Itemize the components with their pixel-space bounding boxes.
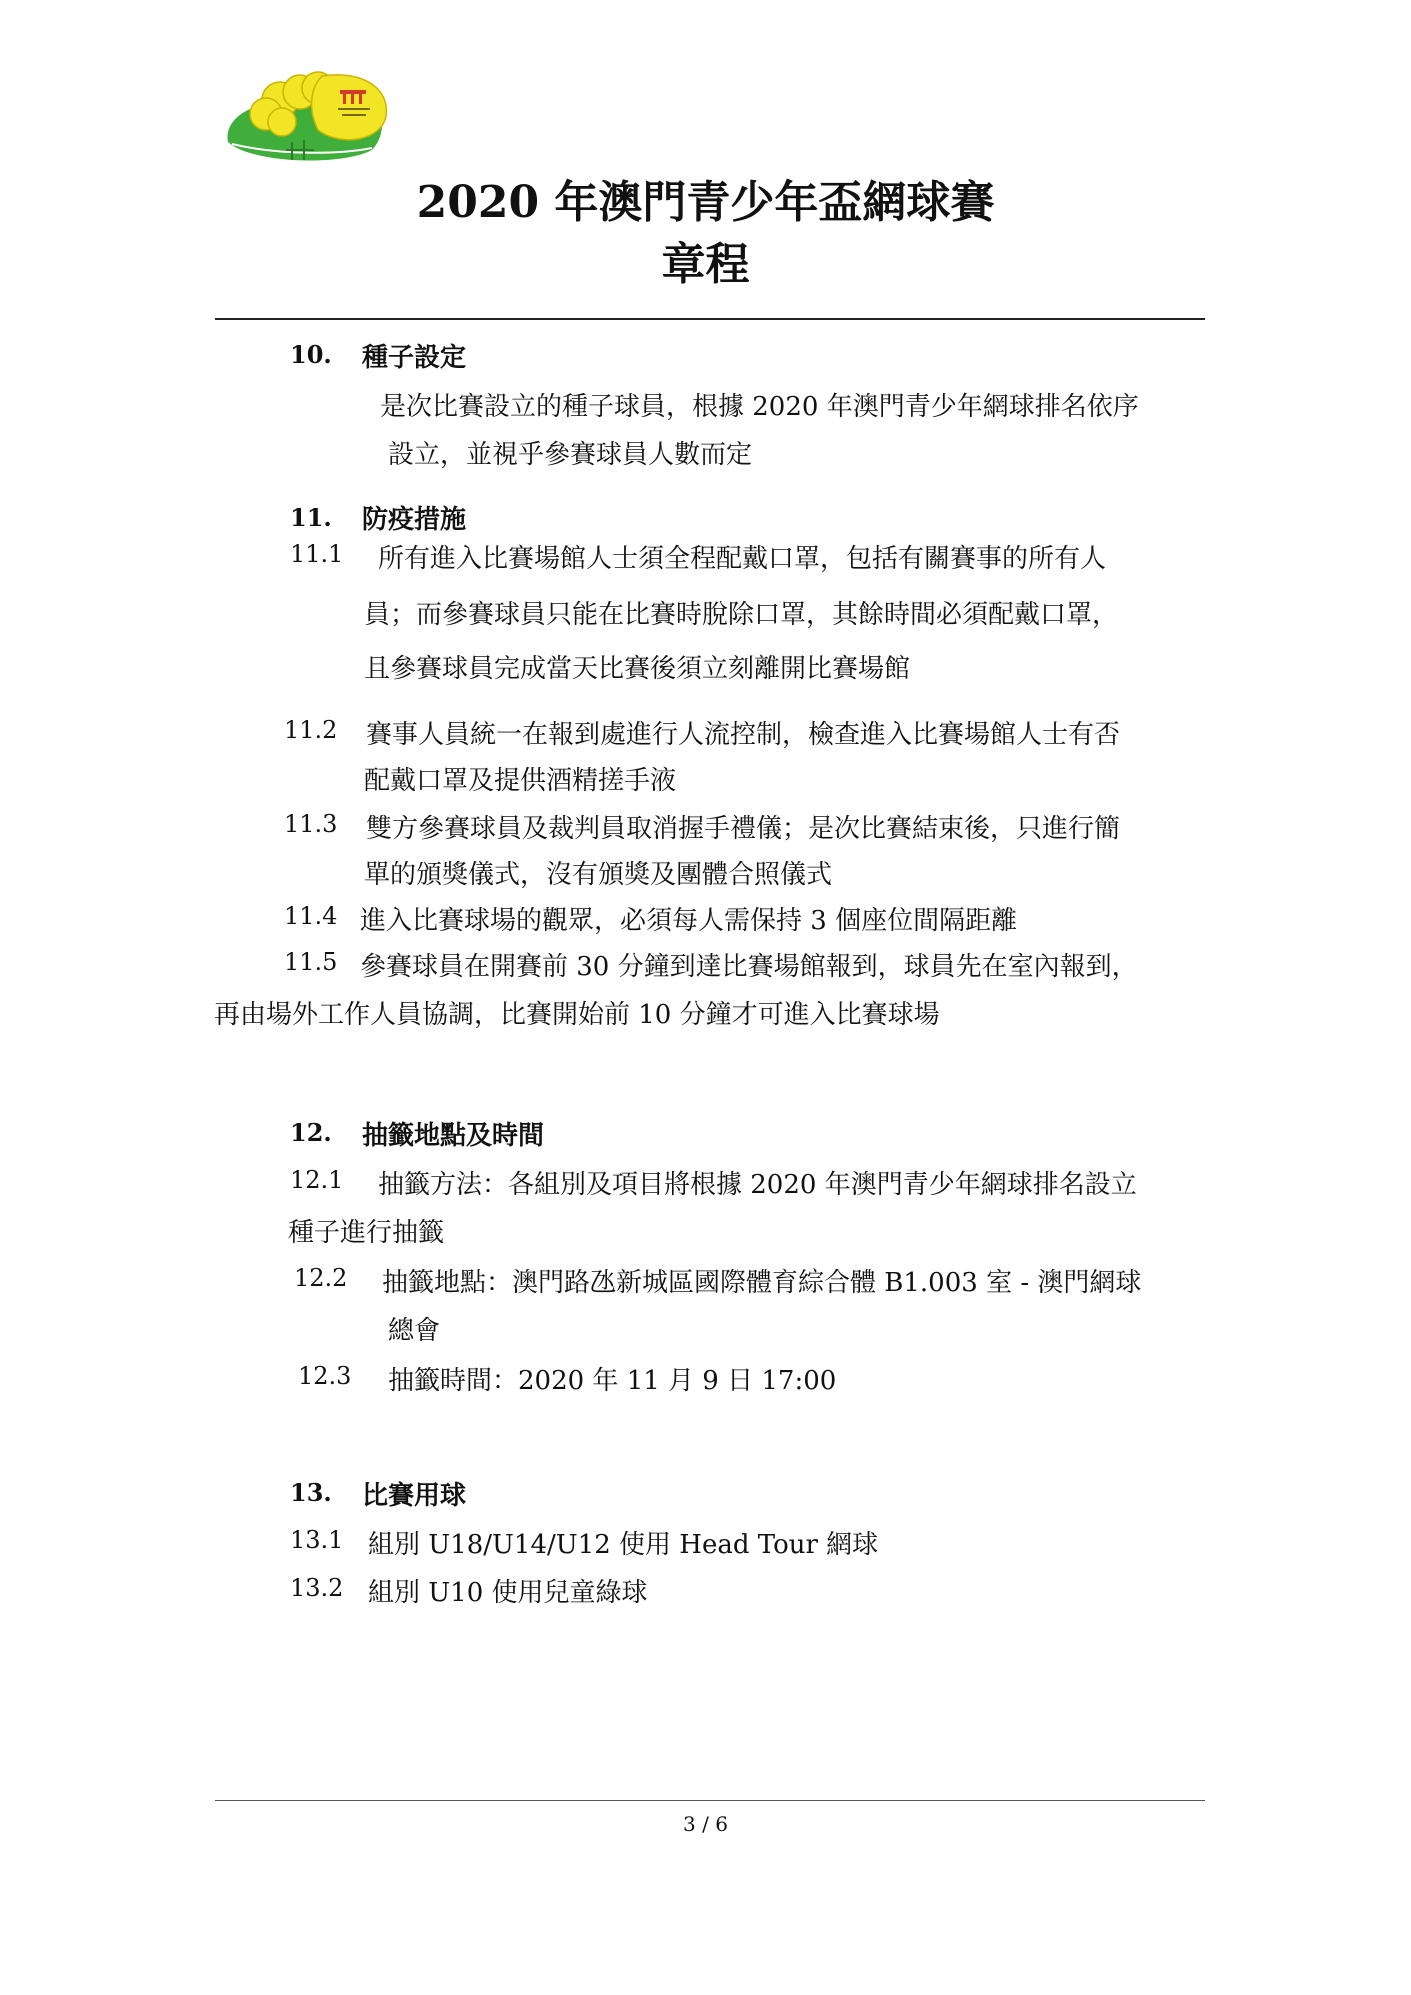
- item-11-1-text-line: 員；而參賽球員只能在比賽時脫除口罩，其餘時間必須配戴口罩，: [364, 600, 1119, 630]
- item-11-5-text-line: 參賽球員在開賽前 30 分鐘到達比賽場館報到，球員先在室內報到，: [360, 952, 1138, 982]
- item-13-2-number: 13.2: [290, 1574, 344, 1602]
- document-subtitle: 章程: [661, 239, 750, 290]
- item-11-5-text-line: 再由場外工作人員協調，比賽開始前 10 分鐘才可進入比賽球場: [214, 1000, 940, 1030]
- association-logo-icon: [222, 64, 392, 164]
- item-12-2-text-line: 抽籤地點：澳門路氹新城區國際體育綜合體 B1.003 室 - 澳門網球: [382, 1268, 1142, 1298]
- section-12-title: 抽籤地點及時間: [362, 1121, 545, 1151]
- item-11-2-number: 11.2: [284, 716, 338, 744]
- section-13-number: 13.: [290, 1478, 332, 1507]
- section-11-title: 防疫措施: [362, 505, 467, 535]
- item-11-3-number: 11.3: [284, 810, 338, 838]
- item-11-4-number: 11.4: [284, 902, 338, 930]
- item-11-1-text-line: 所有進入比賽場館人士須全程配戴口罩，包括有關賽事的所有人: [378, 544, 1107, 574]
- footer-rule: [215, 1800, 1205, 1801]
- item-11-1-number: 11.1: [290, 540, 344, 568]
- section-10-number: 10.: [290, 340, 332, 369]
- item-11-2-text-line: 配戴口罩及提供酒精搓手液: [364, 766, 677, 796]
- item-11-3-text-line: 雙方參賽球員及裁判員取消握手禮儀；是次比賽結束後，只進行簡: [366, 814, 1121, 844]
- document-title: 2020 年澳門青少年盃網球賽: [416, 177, 995, 228]
- section-10-title: 種子設定: [362, 343, 467, 373]
- item-13-1-number: 13.1: [290, 1526, 344, 1554]
- page-number: 3 / 6: [683, 1812, 728, 1836]
- item-11-1-text-line: 且參賽球員完成當天比賽後須立刻離開比賽場館: [364, 654, 911, 684]
- section-13-title: 比賽用球: [362, 1481, 467, 1511]
- item-12-3-text-line: 抽籤時間：2020 年 11 月 9 日 17:00: [388, 1366, 837, 1396]
- item-12-3-number: 12.3: [298, 1362, 352, 1390]
- item-12-1-number: 12.1: [290, 1166, 344, 1194]
- section-12-number: 12.: [290, 1118, 332, 1147]
- item-12-1-text-line: 抽籤方法：各組別及項目將根據 2020 年澳門青少年網球排名設立: [378, 1170, 1137, 1200]
- item-11-2-text-line: 賽事人員統一在報到處進行人流控制，檢查進入比賽場館人士有否: [366, 720, 1121, 750]
- item-12-1-text-line: 種子進行抽籤: [288, 1218, 445, 1248]
- item-13-1-text-line: 組別 U18/U14/U12 使用 Head Tour 網球: [368, 1530, 879, 1560]
- item-13-2-text-line: 組別 U10 使用兒童綠球: [368, 1578, 648, 1608]
- header-rule: [215, 318, 1205, 320]
- item-12-2-number: 12.2: [294, 1264, 348, 1292]
- section-10-text-line: 是次比賽設立的種子球員，根據 2020 年澳門青少年網球排名依序: [380, 392, 1139, 422]
- item-11-5-number: 11.5: [284, 948, 338, 976]
- section-11-number: 11.: [290, 503, 332, 532]
- item-11-3-text-line: 單的頒獎儀式，沒有頒獎及團體合照儀式: [364, 860, 833, 890]
- item-12-2-text-line: 總會: [388, 1316, 441, 1346]
- item-11-4-text-line: 進入比賽球場的觀眾，必須每人需保持 3 個座位間隔距離: [360, 906, 1018, 936]
- section-10-text-line: 設立，並視乎參賽球員人數而定: [388, 440, 753, 470]
